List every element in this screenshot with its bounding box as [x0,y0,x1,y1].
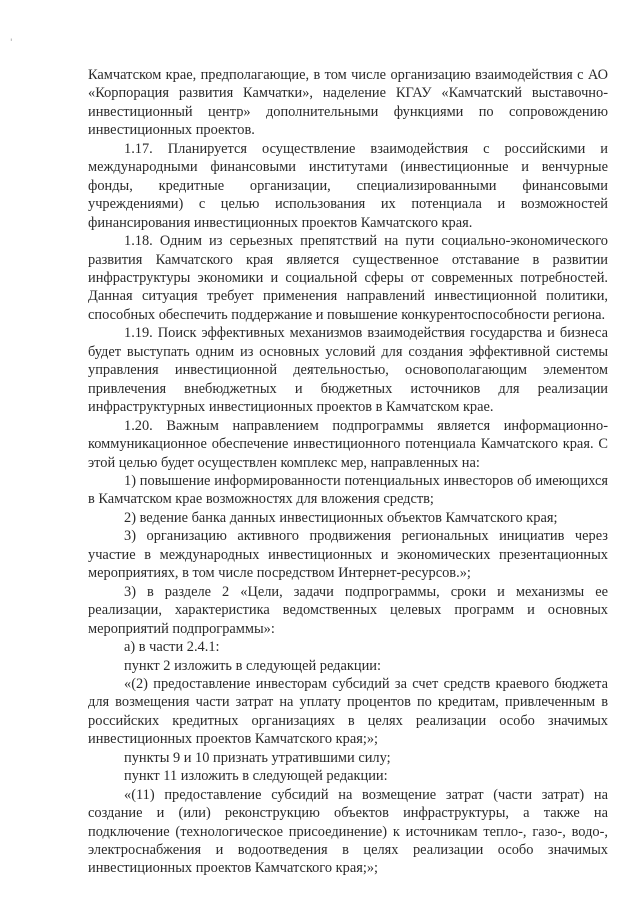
paragraph-1-17: 1.17. Планируется осуществление взаимодействия с российскими и международными финансовыми институтами (инвестиционные и венчурные фонды, кредитные организации, специализированными финансовыми учреждениями) с целью использования их потенциала и возможностей финансирования инвестиционных проектов Камчатского края. [88,140,608,231]
paragraph-continuation: Камчатском крае, предполагающие, в том числе организацию взаимодействия с АО «Корпорация развития Камчатки», наделение КГАУ «Камчатский выставочно-инвестиционный центр» дополнительными функциями по сопровождению инвестиционных проектов. [88,67,608,139]
list-item-3: 3) организацию активного продвижения региональных инициатив через участие в международных инвестиционных и экономических презентационных мероприятиях, в том числе посредством Интернет-ресурсов.»; [88,528,608,582]
amendment-part-2-4-1: а) в части 2.4.1: [124,639,220,656]
amendment-section-2: 3) в разделе 2 «Цели, задачи подпрограммы, сроки и механизмы ее реализации, характеристика ведомственных целевых программ и основных мероприятий подпрограммы»: [88,583,608,637]
paragraph-1-18: 1.18. Одним из серьезных препятствий на пути социально-экономического развития Камчатского края является существенное отставание в развитии инфраструктуры экономики и социальной сферы от современных потребностей. Данная ситуация требует применения направлений инвестиционной политики, способных обеспечить поддержание и повышение конкурентоспособности региона. [88,233,608,323]
paragraph-1-20: 1.20. Важным направлением подпрограммы является информационно-коммуникационное обеспечение инвестиционного потенциала Камчатского края. С этой целью будет осуществлен комплекс мер, направленных на: [88,417,608,471]
amendment-point-2-intro: пункт 2 изложить в следующей редакции: [124,657,381,674]
scan-edge-mark: ' [10,38,13,48]
list-item-1: 1) повышение информированности потенциальных инвесторов об имеющихся в Камчатском крае возможностях для вложения средств; [88,472,608,508]
paragraph-1-19: 1.19. Поиск эффективных механизмов взаимодействия государства и бизнеса будет выступать одним из основных условий для создания эффективной системы управления инвестиционной деятельностью, основополагающим элементом привлечения внебюджетных и бюджетных источников для реализации инфраструктурных инвестиционных проектов в Камчатском крае. [88,325,608,416]
list-item-2: 2) ведение банка данных инвестиционных объектов Камчатского края; [124,509,558,526]
amendment-points-9-10: пункты 9 и 10 признать утратившими силу; [124,749,391,766]
document-body [88,66,608,878]
amendment-point-11-text: «(11) предоставление субсидий на возмещение затрат (части затрат) на создание и (или) реконструкцию объектов инфраструктуры, а также на подключение (технологическое присоединение) к источникам тепло-, газо-, водо-, электроснабжения и водоотведения в целях реализации особо значимых инвестиционных проектов Камчатского края;»; [88,786,608,877]
amendment-point-2-text: «(2) предоставление инвесторам субсидий за счет средств краевого бюджета для возмещения части затрат на уплату процентов по кредитам, привлеченным в российских кредитных организациях в целях реализации особо значимых инвестиционных проектов Камчатского края;»; [88,675,608,748]
amendment-point-11-intro: пункт 11 изложить в следующей редакции: [124,768,388,785]
